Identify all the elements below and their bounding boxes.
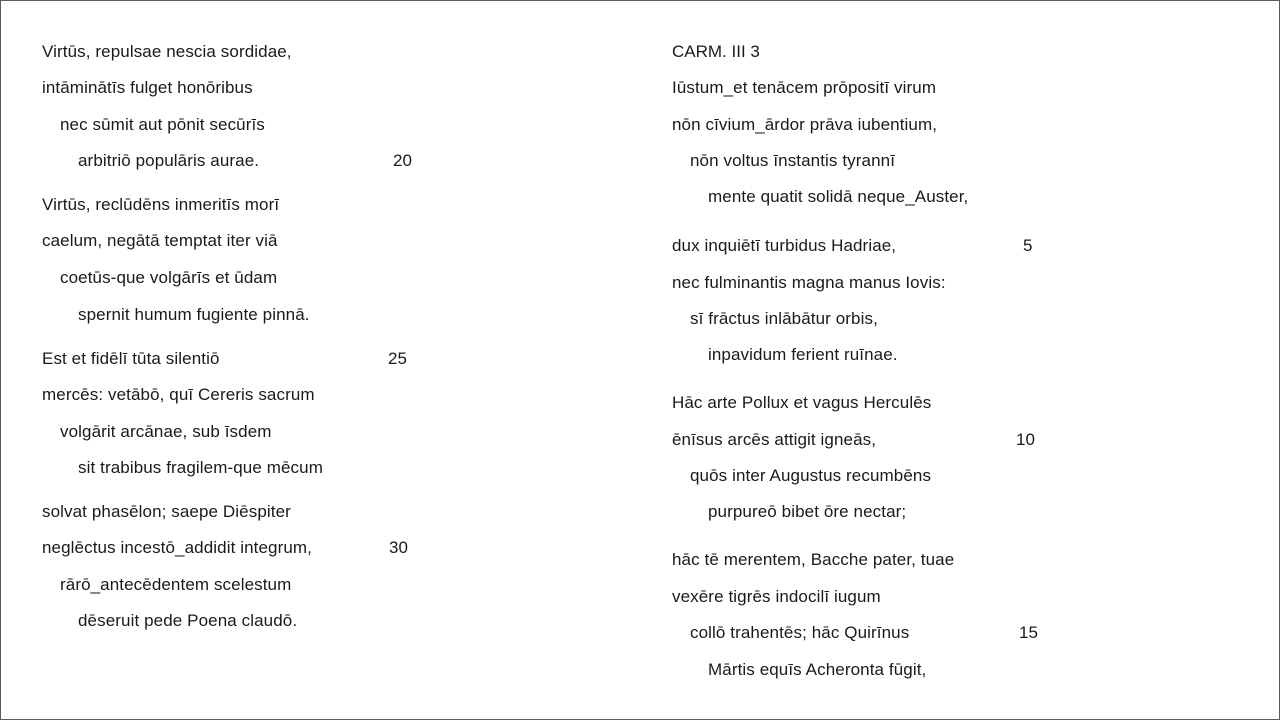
verse-line: hāc tē merentem, Bacche pater, tuae [672,550,955,569]
verse-line: dēseruit pede Poena claudō. [78,611,298,630]
verse-line: nōn cīvium_ārdor prāva iubentium, [672,115,938,134]
line-number: 15 [1019,623,1038,642]
verse-line: arbitriō populāris aurae. [78,151,260,170]
verse-line: coetūs-que volgārīs et ūdam [60,268,278,287]
verse-line: purpureō bibet ōre nectar; [708,502,907,521]
verse-line: Virtūs, repulsae nescia sordidae, [42,42,292,61]
verse-line: mercēs: vetābō, quī Cereris sacrum [42,385,315,404]
verse-line: caelum, negātā temptat iter viā [42,231,278,250]
verse-line: sī frāctus inlābātur orbis, [690,309,878,328]
poem-heading: CARM. III 3 [672,42,760,61]
verse-line: intāminātīs fulget honōribus [42,78,253,97]
verse-line: neglēctus incestō_addidit integrum, [42,538,312,557]
verse-line: dux inquiētī turbidus Hadriae, [672,236,897,255]
verse-line: nec fulminantis magna manus Iovis: [672,273,946,292]
line-number: 10 [1016,430,1035,449]
verse-line: ēnīsus arcēs attigit igneās, [672,430,877,449]
line-number: 25 [388,349,407,368]
verse-line: Iūstum_et tenācem prōpositī virum [672,78,937,97]
verse-line: nōn voltus īnstantis tyrannī [690,151,896,170]
line-number: 20 [393,151,412,170]
line-number: 30 [389,538,408,557]
line-number: 5 [1023,236,1033,255]
verse-line: collō trahentēs; hāc Quirīnus [690,623,910,642]
verse-line: inpavidum ferient ruīnae. [708,345,898,364]
verse-line: Mārtis equīs Acheronta fūgit, [708,660,927,679]
verse-line: quōs inter Augustus recumbēns [690,466,932,485]
verse-line: solvat phasēlon; saepe Diēspiter [42,502,291,521]
verse-line: volgārit arcānae, sub īsdem [60,422,272,441]
verse-line: mente quatit solidā neque_Auster, [708,187,969,206]
verse-line: Hāc arte Pollux et vagus Herculēs [672,393,932,412]
verse-line: rārō_antecēdentem scelestum [60,575,292,594]
verse-line: spernit humum fugiente pinnā. [78,305,310,324]
verse-line: vexēre tigrēs indocilī iugum [672,587,881,606]
verse-line: Virtūs, reclūdēns inmeritīs morī [42,195,280,214]
verse-line: Est et fidēlī tūta silentiō [42,349,220,368]
verse-line: nec sūmit aut pōnit secūrīs [60,115,265,134]
verse-line: sit trabibus fragilem-que mēcum [78,458,323,477]
